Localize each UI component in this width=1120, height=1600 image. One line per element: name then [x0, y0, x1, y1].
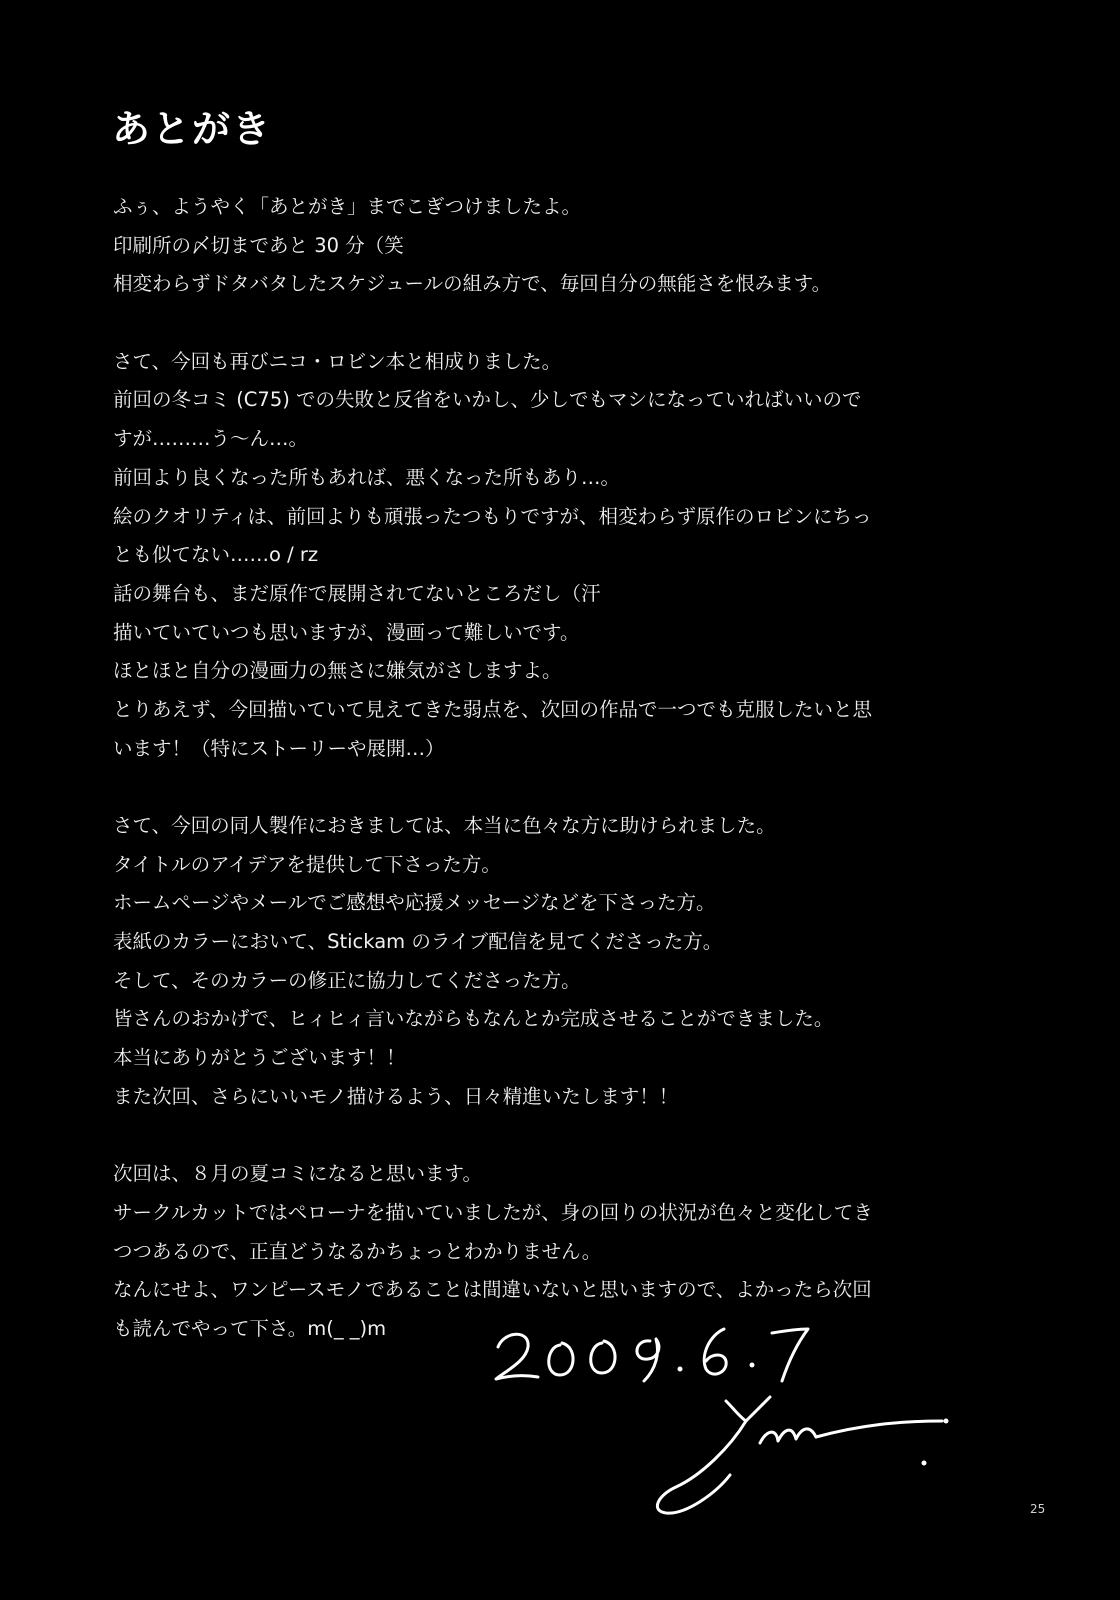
text-line: つつあるので、正直どうなるかちょっとわかりません。: [113, 1239, 602, 1263]
text-line: 前回より良くなった所もあれば、悪くなった所もあり…。: [113, 465, 621, 489]
page-title: あとがき: [112, 107, 273, 151]
text-line: 絵のクオリティは、前回よりも頑張ったつもりですが、相変わらず原作のロビンにちっ: [113, 504, 872, 528]
text-line: サークルカットではペローナを描いていましたが、身の回りの状況が色々と変化してき: [113, 1200, 873, 1224]
text-line: 皆さんのおかげで、ヒィヒィ言いながらもなんとか完成させることができました。: [113, 1007, 834, 1031]
text-line: そして、そのカラーの修正に協力してくださった方。: [113, 968, 581, 992]
text-line: 描いていていつも思いますが、漫画って難しいです。: [113, 620, 580, 644]
text-line: なんにせよ、ワンピースモノであることは間違いないと思いますので、よかったら次回: [113, 1278, 872, 1302]
text-line: ほとほと自分の漫画力の無さに嫌気がさしますよ。: [113, 659, 562, 683]
text-line: また次回、さらにいいモノ描けるよう、日々精進いたします！！: [113, 1084, 679, 1108]
handwritten-signature: [490, 1325, 970, 1575]
text-line: とも似てない……o / rz: [113, 543, 319, 567]
text-line: 表紙のカラーにおいて、Stickam のライブ配信を見てくださった方。: [113, 930, 723, 954]
text-line: 次回は、８月の夏コミになると思います。: [113, 1162, 482, 1186]
text-line: さて、今回の同人製作におきましては、本当に色々な方に助けられました。: [113, 814, 776, 837]
text-line: 本当にありがとうございます！！: [113, 1046, 406, 1070]
paragraph-gap: [113, 1117, 993, 1156]
text-line: ふぅ、ようやく「あとがき」までこぎつけましたよ。: [113, 195, 582, 218]
afterword-body: [113, 188, 993, 1349]
text-line: ホームページやメールでご感想や応援メッセージなどを下さった方。: [113, 891, 716, 915]
text-line: タイトルのアイデアを提供して下さった方。: [113, 852, 501, 876]
text-line: 印刷所の〆切まであと 30 分（笑: [113, 233, 404, 257]
text-line: 話の舞台も、まだ原作で展開されてないところだし（汗: [113, 581, 601, 605]
text-line: います！（特にストーリーや展開…）: [113, 736, 445, 760]
text-line: 前回の冬コミ (C75) での失敗と反省をいかし、少しでもマシになっていればいいので: [113, 388, 862, 412]
text-line: さて、今回も再びニコ・ロビン本と相成りました。: [113, 349, 562, 373]
page-number: 25: [1030, 1502, 1046, 1516]
text-line: すが………う〜ん…。: [113, 427, 309, 451]
paragraph-gap: [113, 768, 993, 807]
paragraph-gap: [113, 304, 993, 343]
text-line: とりあえず、今回描いていて見えてきた弱点を、次回の作品で一つでも克服したいと思: [113, 697, 872, 721]
text-line: も読んでやって下さ。m(_ _)m: [113, 1316, 387, 1340]
text-line: 相変わらずドタバタしたスケジュールの組み方で、毎回自分の無能さを恨みます。: [113, 272, 832, 296]
